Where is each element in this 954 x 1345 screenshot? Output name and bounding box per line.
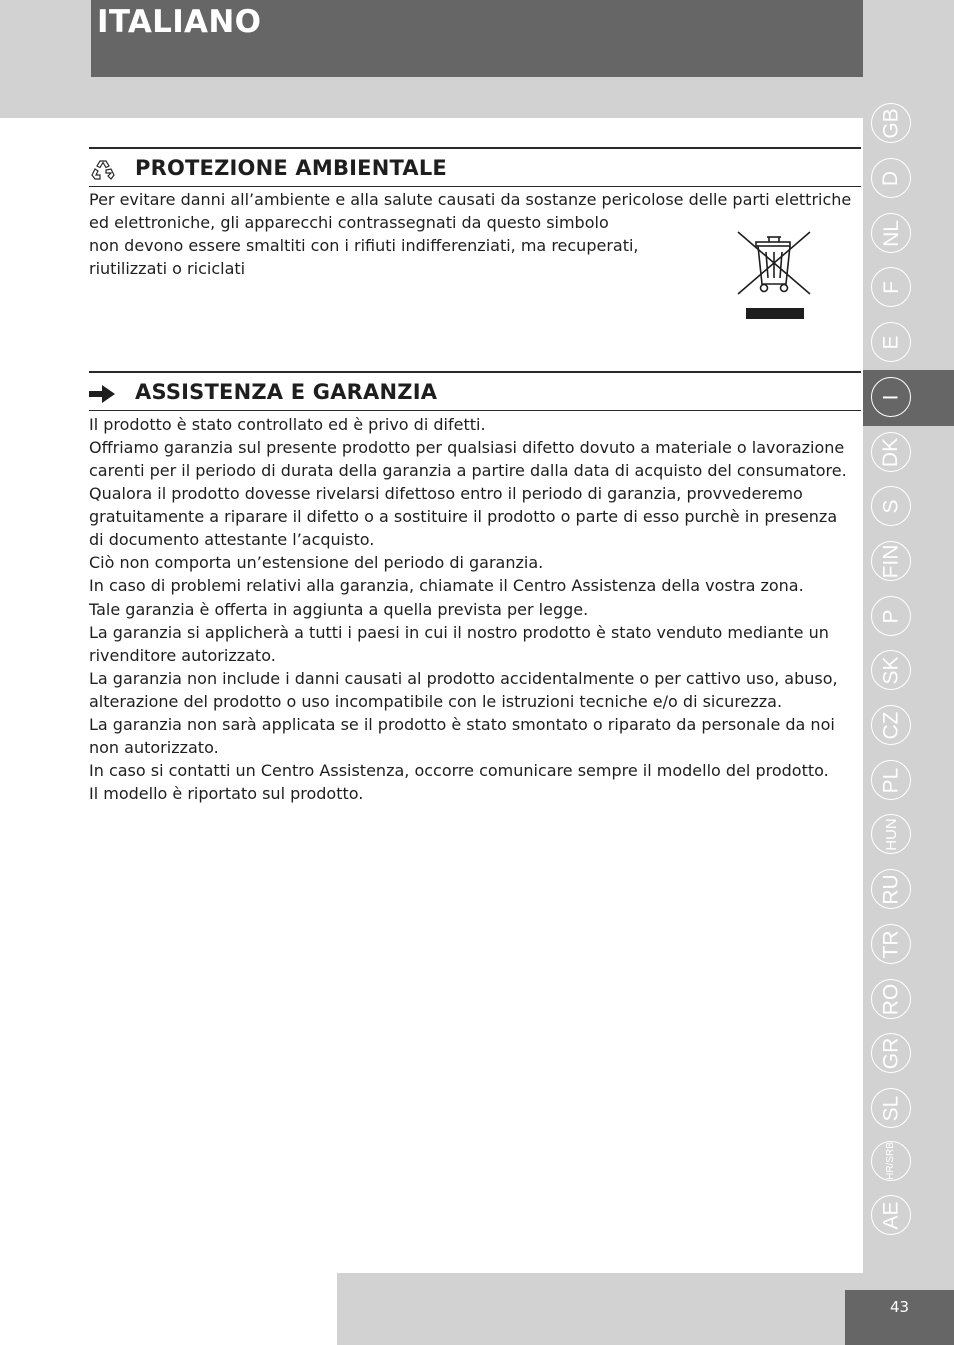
environment-line-1: Per evitare danni all’ambiente e alla salute causati da sostanze pericolose delle parti elettriche [89,190,852,209]
section-warranty-title: ASSISTENZA E GARANZIA [135,380,438,404]
language-tab-hr-srb[interactable]: HR/SRB [871,1141,911,1181]
language-tab-f[interactable]: F [871,267,911,307]
page-number-box [845,1290,954,1345]
crossed-out-wheelie-bin-icon [736,228,812,322]
language-tab-i[interactable]: I [871,377,911,417]
warranty-line-10: La garanzia si applicherà a tutti i paesi in cui il nostro prodotto è stato venduto mediante un [89,623,829,642]
warranty-line-5: gratuitamente a riparare il difetto o a sostituire il prodotto o parte di esso purchè in presenza [89,507,838,526]
language-tab-cz[interactable]: CZ [871,705,911,745]
warranty-line-11: rivenditore autorizzato. [89,646,276,665]
language-tab-p[interactable]: P [871,596,911,636]
language-tab-pl[interactable]: PL [871,760,911,800]
language-tab-e[interactable]: E [871,322,911,362]
environment-line-4: riutilizzati o riciclati [89,259,246,278]
language-tab-sl[interactable]: SL [871,1088,911,1128]
language-tab-ru[interactable]: RU [871,869,911,909]
warranty-line-3: carenti per il periodo di durata della garanzia a partire dalla data di acquisto del consumatore. [89,461,847,480]
warranty-line-7: Ciò non comporta un’estensione del periodo di garanzia. [89,553,544,572]
bottom-white [0,1273,337,1345]
language-tab-gb[interactable]: GB [871,103,911,143]
language-tab-tr[interactable]: TR [871,924,911,964]
warranty-line-12: La garanzia non include i danni causati al prodotto accidentalmente o per cattivo uso, abuso, [89,669,838,688]
section-environment-title: PROTEZIONE AMBIENTALE [135,156,447,180]
environment-line-3: non devono essere smaltiti con i rifiuti indifferenziati, ma recuperati, [89,236,639,255]
warranty-line-4: Qualora il prodotto dovesse rivelarsi difettoso entro il periodo di garanzia, provvederemo [89,484,803,503]
header-bar [91,0,863,77]
language-tab-ro[interactable]: RO [871,979,911,1019]
warranty-line-16: In caso si contatti un Centro Assistenza, occorre comunicare sempre il modello del prodotto. [89,761,829,780]
environment-line-2: ed elettroniche, gli apparecchi contrassegnati da questo simbolo [89,213,609,232]
language-tab-dk[interactable]: DK [871,432,911,472]
warranty-line-13: alterazione del prodotto o uso incompatibile con le istruzioni tecniche e/o di sicurezza. [89,692,783,711]
warranty-line-2: Offriamo garanzia sul presente prodotto per qualsiasi difetto dovuto a materiale o lavorazione [89,438,845,457]
language-tab-gr[interactable]: GR [871,1033,911,1073]
warranty-line-9: Tale garanzia è offerta in aggiunta a quella prevista per legge. [89,600,589,619]
language-tabs [863,95,954,1255]
language-tab-hun[interactable]: HUN [871,814,911,854]
section-environment-header [89,147,861,187]
language-tab-sk[interactable]: SK [871,650,911,690]
warranty-line-1: Il prodotto è stato controllato ed è privo di difetti. [89,415,486,434]
arrow-right-icon [89,382,117,406]
warranty-line-14: La garanzia non sarà applicata se il prodotto è stato smontato o riparato da personale da noi [89,715,835,734]
warranty-line-6: di documento attestante l’acquisto. [89,530,375,549]
warranty-line-8: In caso di problemi relativi alla garanzia, chiamate il Centro Assistenza della vostra zona. [89,576,804,595]
section-warranty-header [89,371,861,411]
page-title: ITALIANO [97,4,262,40]
warranty-line-17: Il modello è riportato sul prodotto. [89,784,364,803]
language-tab-fin[interactable]: FIN [871,541,911,581]
warranty-line-15: non autorizzato. [89,738,219,757]
language-tab-nl[interactable]: NL [871,213,911,253]
recycle-icon [89,158,117,182]
language-tab-ae[interactable]: AE [871,1195,911,1235]
language-tab-d[interactable]: D [871,158,911,198]
page-number: 43 [889,1298,910,1316]
language-tab-s[interactable]: S [871,486,911,526]
